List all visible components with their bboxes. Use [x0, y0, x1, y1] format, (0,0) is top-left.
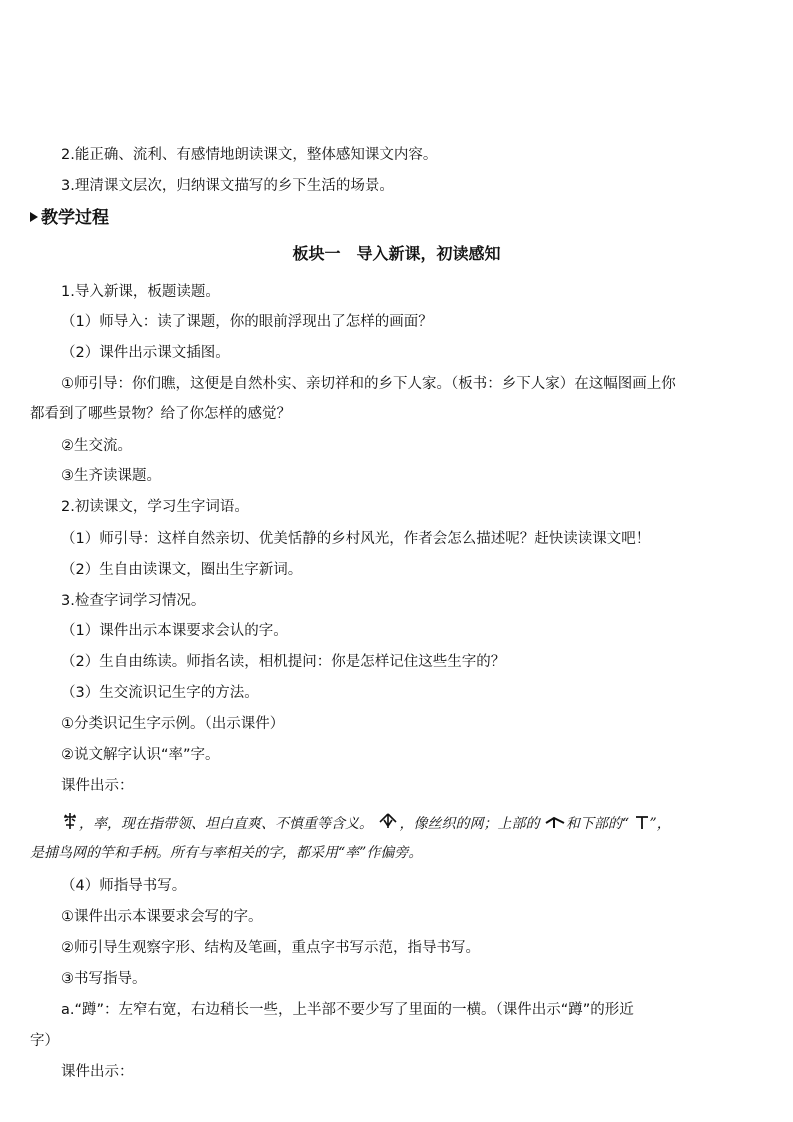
etymology-text-c: 和下部的“ — [565, 816, 630, 832]
step-1-2a-line2: 都看到了哪些景物？给了你怎样的感觉？ — [30, 406, 291, 422]
section-heading-text: 教学过程 — [41, 208, 109, 228]
step-3-4a: ①课件出示本课要求会写的字。 — [61, 909, 263, 925]
step-3-4: （4）师指导书写。 — [61, 878, 187, 894]
net-pictograph-icon — [377, 812, 399, 830]
objective-3: 3.理清课文层次，归纳课文描写的乡下生活的场景。 — [61, 178, 394, 194]
objective-2: 2.能正确、流利、有感情地朗读课文，整体感知课文内容。 — [61, 147, 438, 163]
etymology-text-b: ，像丝织的网；上部的 — [399, 816, 540, 832]
step-2-2: （2）生自由读课文，圈出生字新词。 — [61, 562, 303, 578]
step-1-2b: ②生交流。 — [61, 438, 132, 454]
step-2: 2.初读课文，学习生字词语。 — [61, 499, 249, 515]
step-1-2: （2）课件出示课文插图。 — [61, 345, 230, 361]
step-3-4c: ③书写指导。 — [61, 971, 147, 987]
step-3-4c-a-line1: a.“蹲”：左窄右宽，右边稍长一些，上半部不要少写了里面的一横。（课件出示“蹲”的形近 — [61, 1002, 634, 1018]
courseware-label-2: 课件出示： — [61, 1064, 134, 1080]
ancient-shuai-glyph-icon — [61, 812, 79, 830]
triangle-bullet-icon — [30, 212, 38, 222]
step-3: 3.检查字词学习情况。 — [61, 593, 206, 609]
step-1-2a-line1: ①师引导：你们瞧，这便是自然朴实、亲切祥和的乡下人家。（板书：乡下人家）在这幅图画上你 — [61, 376, 676, 392]
etymology-line1 — [61, 812, 671, 834]
lower-part-glyph-icon — [634, 814, 650, 830]
step-3-1: （1）课件出示本课要求会认的字。 — [61, 623, 288, 639]
step-3-3b: ②说文解字认识“率”字。 — [61, 747, 220, 763]
step-1: 1.导入新课，板题读题。 — [61, 284, 220, 300]
step-2-1: （1）师引导：这样自然亲切、优美恬静的乡村风光，作者会怎么描述呢？赶快读读课文吧！ — [61, 531, 651, 547]
step-1-1: （1）师导入：读了课题，你的眼前浮现出了怎样的画面？ — [61, 314, 433, 330]
step-3-3: （3）生交流识记生字的方法。 — [61, 685, 259, 701]
etymology-line2: 是捕鸟网的竿和手柄。所有与率相关的字，都采用“率”作偏旁。 — [30, 845, 423, 861]
step-3-3a: ①分类识记生字示例。（出示课件） — [61, 716, 285, 732]
courseware-label-1: 课件出示： — [61, 778, 134, 794]
step-3-4b: ②师引导生观察字形、结构及笔画，重点字书写示范，指导书写。 — [61, 940, 480, 956]
step-3-4c-a-line2: 字） — [30, 1033, 59, 1049]
upper-part-glyph-icon — [544, 814, 566, 830]
step-1-2c: ③生齐读课题。 — [61, 468, 161, 484]
step-3-2: （2）生自由练读。师指名读，相机提问：你是怎样记住这些生字的？ — [61, 654, 506, 670]
etymology-text-a: ，率，现在指带领、坦白直爽、不慎重等含义。 — [79, 816, 373, 832]
section-heading — [30, 208, 109, 228]
block-title: 板块一 导入新课，初读感知 — [292, 244, 501, 263]
etymology-text-d: ”， — [649, 816, 671, 832]
